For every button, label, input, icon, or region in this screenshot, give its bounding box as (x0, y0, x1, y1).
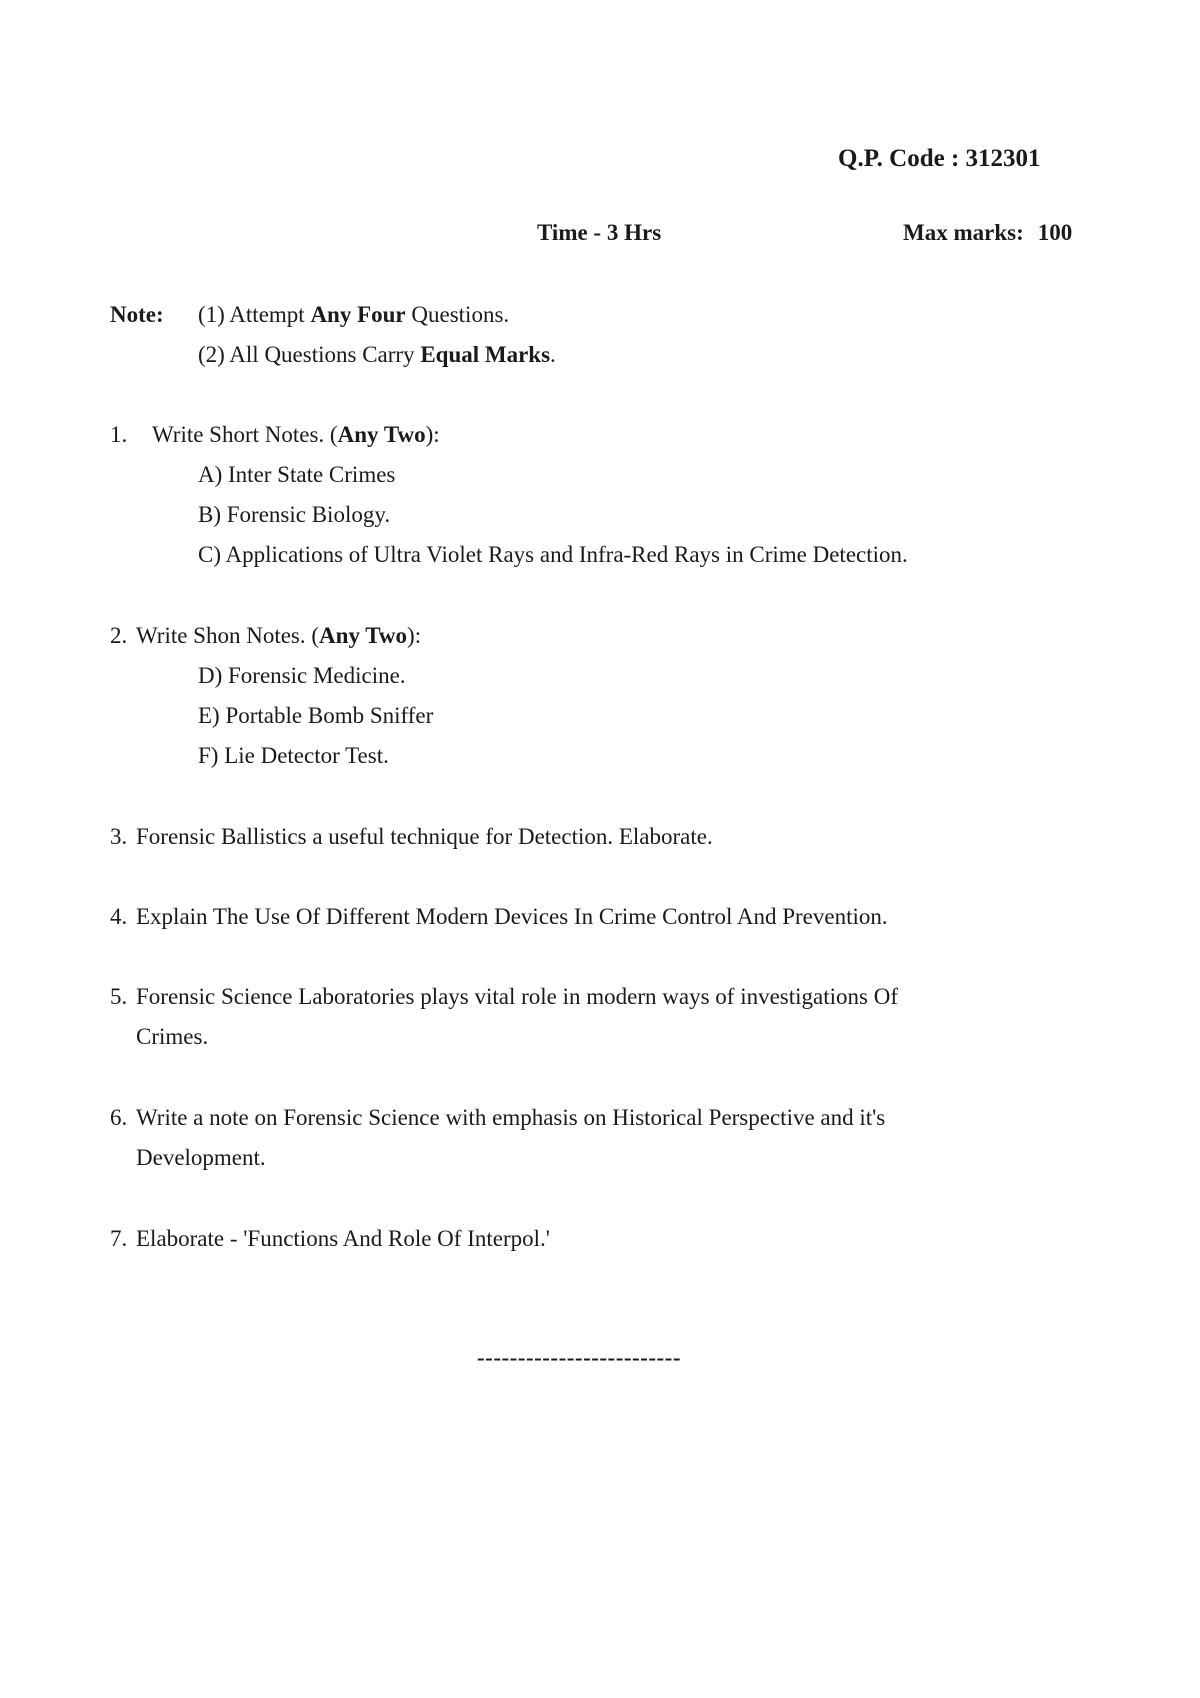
question-number: 6. (110, 1105, 128, 1130)
question-7 (110, 1227, 550, 1250)
note-line-2-emphasis: Equal Marks (420, 342, 551, 367)
question-text: Forensic Science Laboratories plays vital role in modern ways of investigations Of (136, 984, 898, 1009)
qp-code: Q.P. Code : 312301 (838, 145, 1041, 172)
question-text: Write a note on Forensic Science with emphasis on Historical Perspective and it's (136, 1105, 886, 1130)
question-text: Write Shon Notes. ( (136, 623, 320, 648)
exam-duration: Time - 3 Hrs (537, 220, 662, 245)
max-marks-label: Max marks: (903, 220, 1024, 245)
question-2-option-d: D) Forensic Medicine. (198, 663, 406, 688)
max-marks (903, 221, 1072, 244)
question-number: 5. (110, 984, 128, 1009)
question-text: Elaborate - 'Functions And Role Of Interpol.' (136, 1226, 550, 1251)
question-number: 7. (110, 1226, 128, 1251)
end-of-paper-rule: ------------------------- (477, 1345, 681, 1370)
question-1-option-c: C) Applications of Ultra Violet Rays and Infra-Red Rays in Crime Detection. (198, 542, 908, 567)
note-line-2-text: (2) All Questions Carry (198, 342, 421, 367)
question-emphasis: Any Two (319, 623, 408, 648)
question-text: Explain The Use Of Different Modern Devices In Crime Control And Prevention. (136, 904, 888, 929)
note-label: Note: (110, 302, 164, 327)
question-number: 3. (110, 824, 128, 849)
question-1-option-a: A) Inter State Crimes (198, 462, 396, 487)
note-line-1-text: (1) Attempt (198, 302, 311, 327)
question-6-continuation: Development. (136, 1145, 266, 1170)
question-text: Write Short Notes. ( (152, 422, 338, 447)
note-line-1 (198, 303, 509, 326)
question-5 (110, 985, 898, 1008)
question-number: 2. (110, 623, 128, 648)
question-6 (110, 1106, 885, 1129)
note-line-1-tail: Questions. (405, 302, 510, 327)
question-4 (110, 905, 888, 928)
question-3 (110, 825, 713, 848)
question-text-tail: ): (425, 422, 440, 447)
question-1-option-b: B) Forensic Biology. (198, 502, 391, 527)
question-1 (110, 423, 440, 446)
question-text-tail: ): (407, 623, 422, 648)
max-marks-value: 100 (1037, 220, 1073, 245)
question-text: Forensic Ballistics a useful technique for Detection. Elaborate. (136, 824, 713, 849)
question-number: 4. (110, 904, 128, 929)
question-2-option-e: E) Portable Bomb Sniffer (198, 703, 434, 728)
question-5-continuation: Crimes. (136, 1024, 209, 1049)
question-2-option-f: F) Lie Detector Test. (198, 743, 389, 768)
question-2 (110, 624, 421, 647)
note-line-2 (198, 343, 556, 366)
note-line-2-tail: . (550, 342, 556, 367)
question-number: 1. (110, 422, 128, 447)
question-emphasis: Any Two (337, 422, 426, 447)
note-line-1-emphasis: Any Four (310, 302, 406, 327)
